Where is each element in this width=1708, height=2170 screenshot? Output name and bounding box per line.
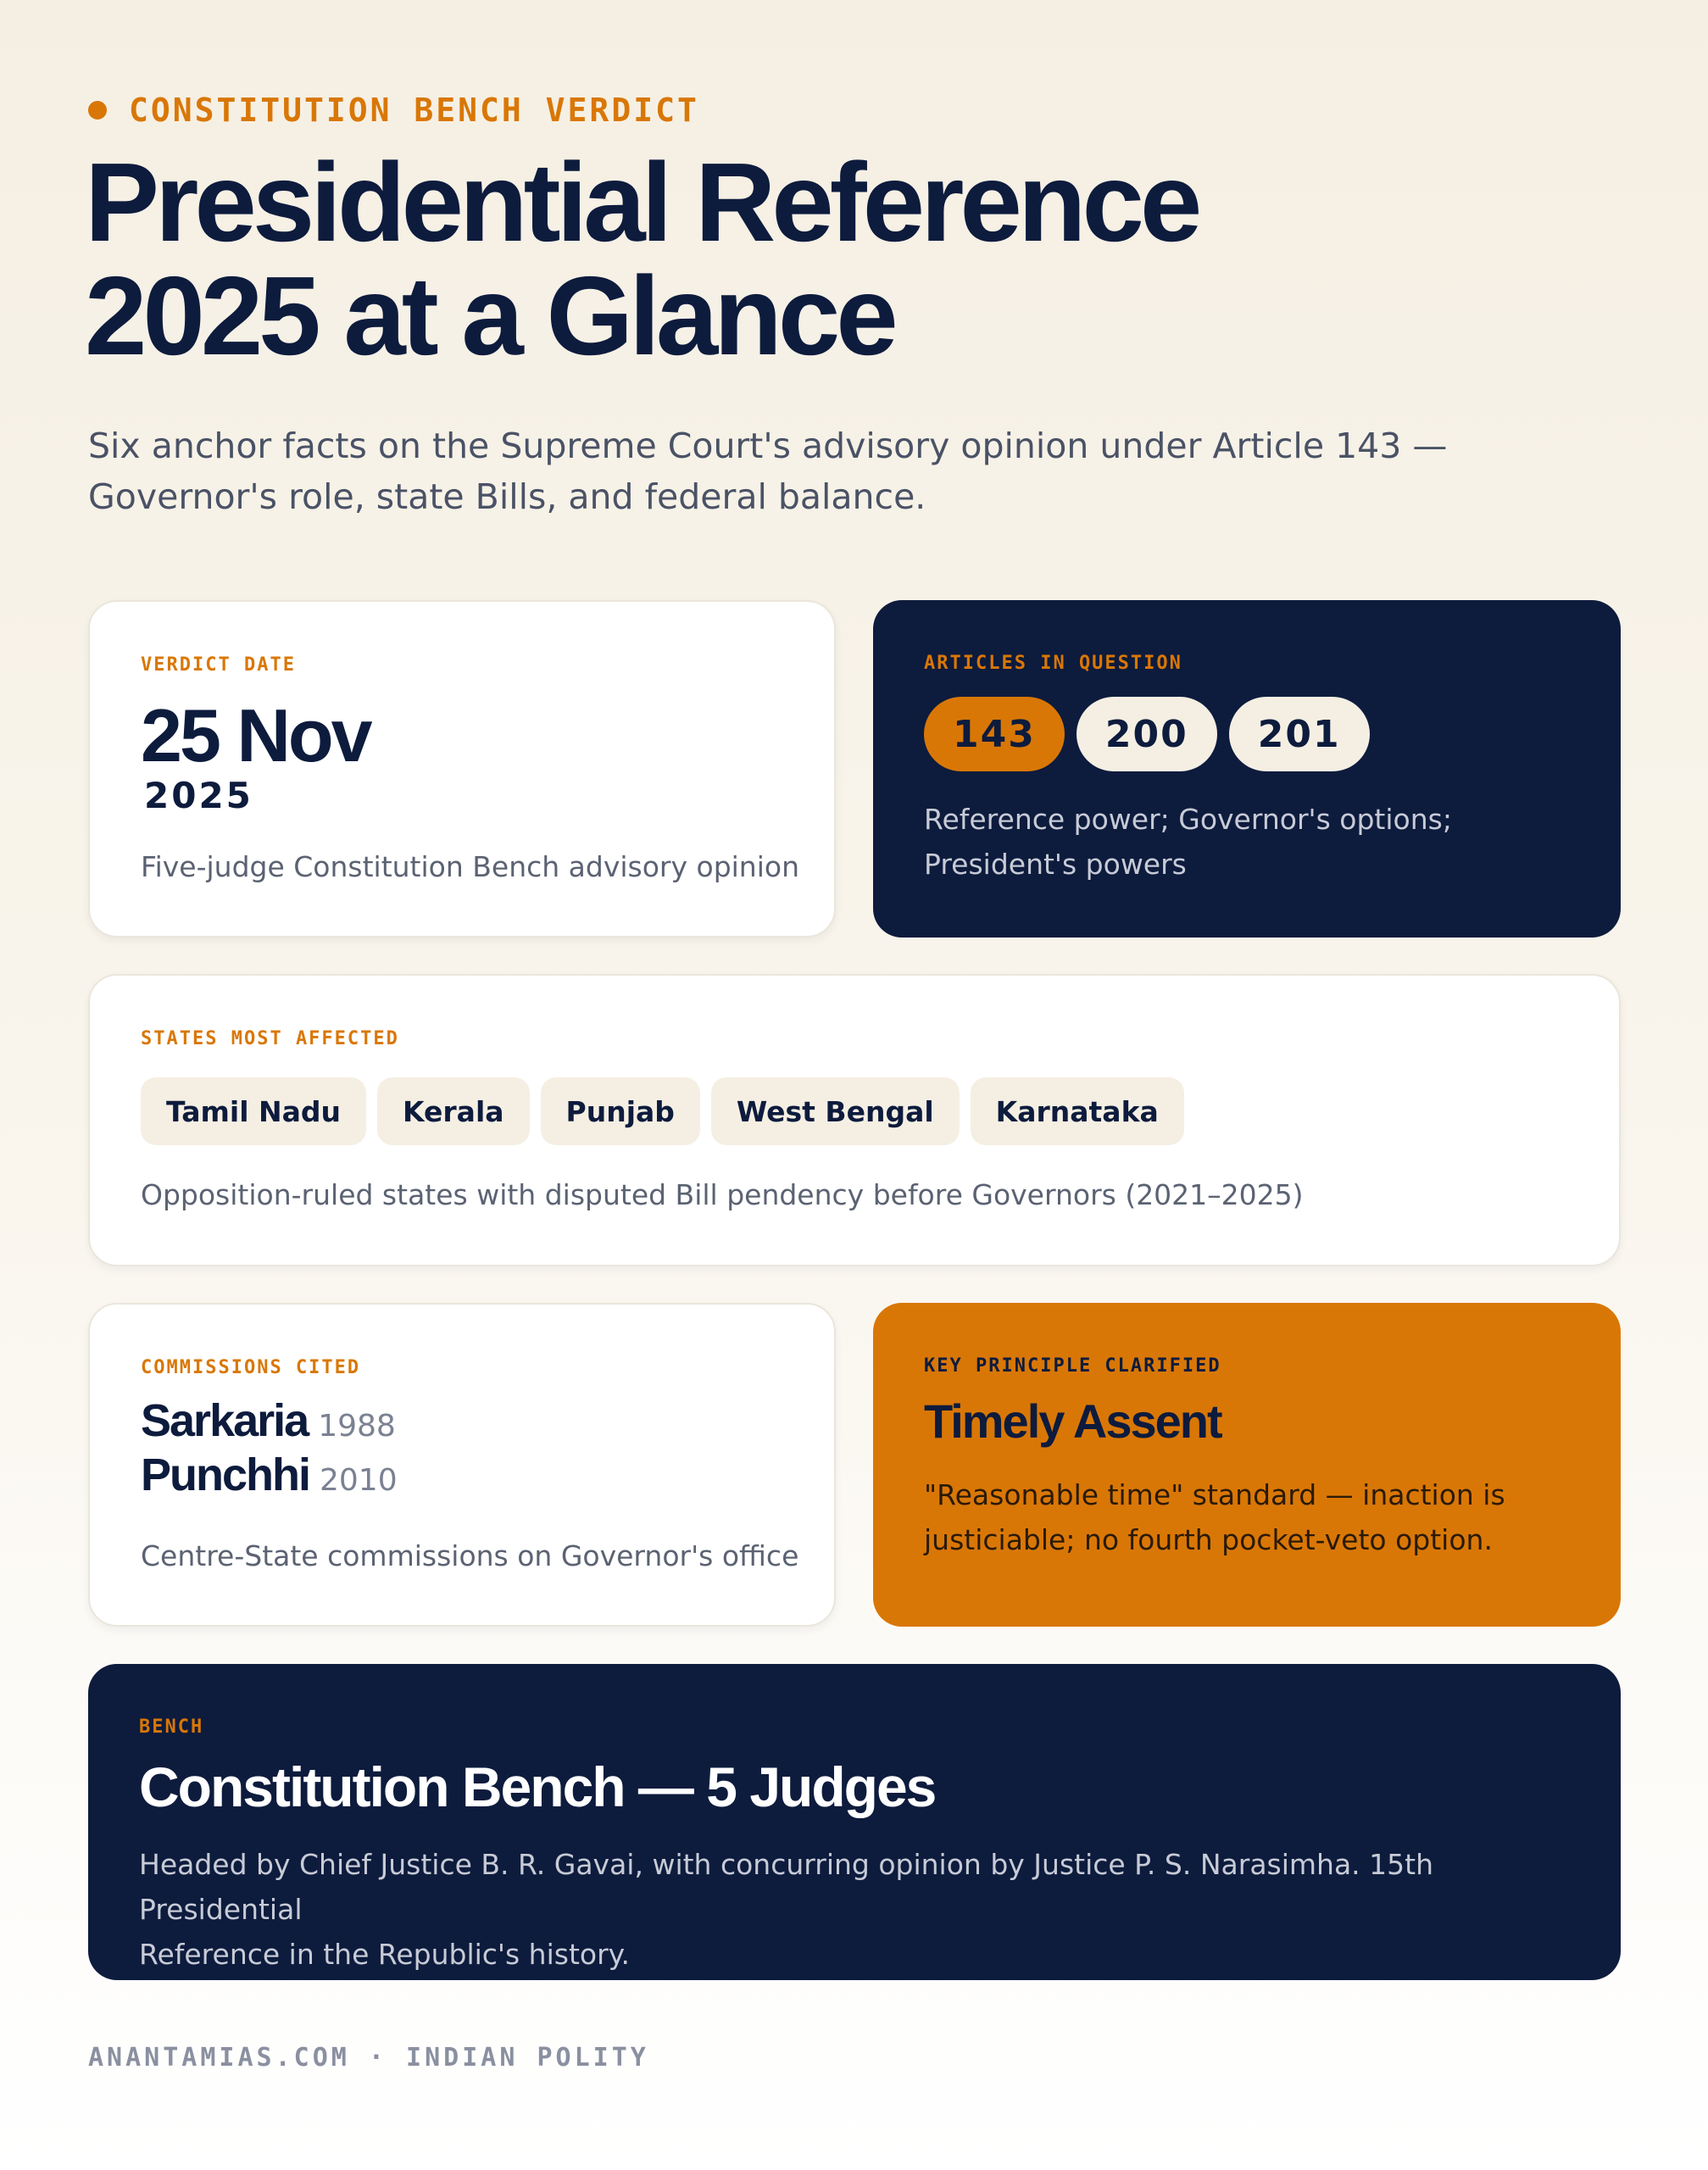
commission-item bbox=[141, 1449, 398, 1501]
card-label: ARTICLES IN QUESTION bbox=[924, 653, 1182, 674]
commission-name: Punchhi bbox=[141, 1449, 309, 1500]
card-description bbox=[924, 1472, 1505, 1562]
article-pill-200: 200 bbox=[1077, 697, 1217, 771]
principle-headline: Timely Assent bbox=[924, 1394, 1221, 1448]
bench-card bbox=[88, 1664, 1621, 1980]
articles-card bbox=[873, 600, 1621, 938]
title-line-1: Presidential Reference bbox=[85, 140, 1199, 264]
commission-name: Sarkaria bbox=[141, 1395, 309, 1446]
subtitle-line-1: Six anchor facts on the Supreme Court's advisory opinion under Article 143 — bbox=[88, 426, 1448, 466]
card-label: STATES MOST AFFECTED bbox=[141, 1028, 399, 1049]
card-description bbox=[139, 1842, 1580, 1977]
card-description: Five-judge Constitution Bench advisory opinion bbox=[141, 850, 799, 883]
card-label: COMMISSIONS CITED bbox=[141, 1357, 361, 1378]
state-chip: Karnataka bbox=[971, 1077, 1184, 1145]
state-chip: Kerala bbox=[377, 1077, 530, 1145]
commission-year: 2010 bbox=[320, 1463, 398, 1498]
card-label: VERDICT DATE bbox=[141, 654, 296, 676]
card-description bbox=[924, 797, 1452, 887]
page-title bbox=[85, 140, 1526, 378]
state-chips bbox=[141, 1077, 1195, 1145]
verdict-date-value: 25 Nov bbox=[141, 693, 370, 777]
page-subtitle bbox=[88, 420, 1529, 522]
verdict-date-card bbox=[88, 600, 836, 938]
description-line-1: Headed by Chief Justice B. R. Gavai, with concurring opinion by Justice P. S. Narasimha. 15th Presidential bbox=[139, 1848, 1434, 1926]
state-chip: Tamil Nadu bbox=[141, 1077, 366, 1145]
states-card bbox=[88, 974, 1621, 1266]
card-description: Centre-State commissions on Governor's office bbox=[141, 1539, 799, 1572]
description-line-1: "Reasonable time" standard — inaction is bbox=[924, 1478, 1505, 1511]
commission-year: 1988 bbox=[318, 1409, 396, 1444]
principle-card bbox=[873, 1303, 1621, 1627]
state-chip: West Bengal bbox=[711, 1077, 960, 1145]
bench-headline: Constitution Bench — 5 Judges bbox=[139, 1755, 936, 1818]
verdict-year: 2025 bbox=[144, 775, 253, 816]
eyebrow-label: CONSTITUTION BENCH VERDICT bbox=[129, 92, 699, 129]
subtitle-line-2: Governor's role, state Bills, and federal balance. bbox=[88, 476, 926, 517]
commission-item bbox=[141, 1394, 398, 1447]
eyebrow bbox=[88, 92, 699, 129]
card-description: Opposition-ruled states with disputed Bill pendency before Governors (2021–2025) bbox=[141, 1178, 1304, 1211]
footer-credit: ANANTAMIAS.COM · INDIAN POLITY bbox=[88, 2043, 649, 2073]
description-line-2: President's powers bbox=[924, 848, 1187, 881]
title-line-2: 2025 at a Glance bbox=[85, 253, 894, 378]
description-line-2: justiciable; no fourth pocket-veto option. bbox=[924, 1523, 1493, 1556]
article-pills bbox=[924, 697, 1382, 771]
article-pill-143: 143 bbox=[924, 697, 1065, 771]
description-line-2: Reference in the Republic's history. bbox=[139, 1938, 630, 1971]
commissions-card bbox=[88, 1303, 836, 1627]
bullet-dot-icon bbox=[88, 101, 107, 120]
article-pill-201: 201 bbox=[1229, 697, 1370, 771]
commission-list bbox=[141, 1394, 398, 1501]
card-label: KEY PRINCIPLE CLARIFIED bbox=[924, 1355, 1221, 1377]
description-line-1: Reference power; Governor's options; bbox=[924, 803, 1452, 836]
state-chip: Punjab bbox=[541, 1077, 700, 1145]
card-label: BENCH bbox=[139, 1717, 204, 1738]
